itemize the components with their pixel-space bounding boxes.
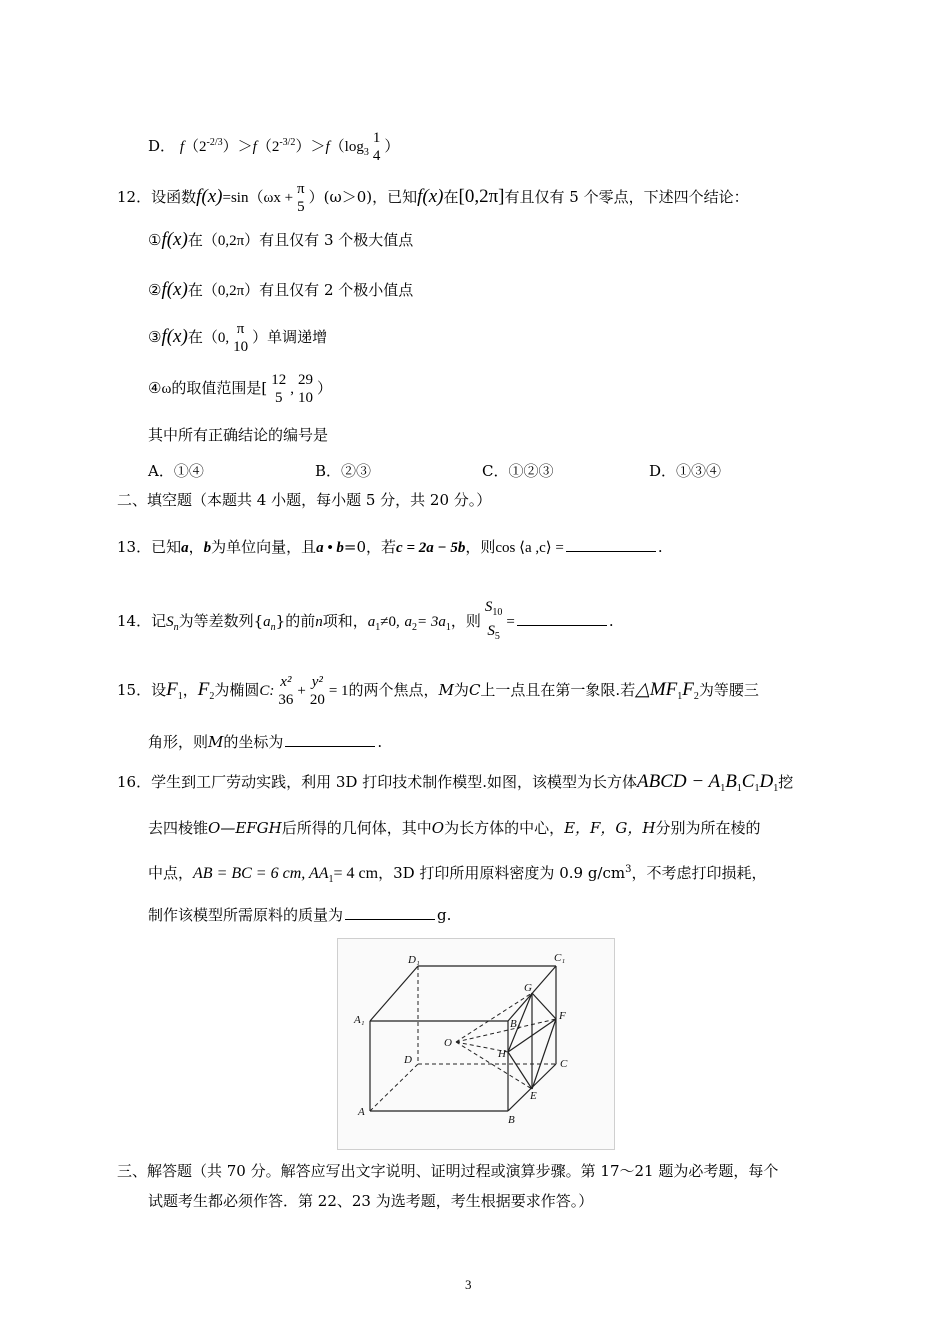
mark: ② bbox=[148, 281, 162, 299]
expr: =sin（ωx + bbox=[222, 190, 294, 206]
c: C: bbox=[259, 683, 275, 699]
q15-line-2 bbox=[148, 732, 382, 752]
subscript: 1 bbox=[773, 783, 779, 794]
text: 为椭圆 bbox=[214, 681, 260, 699]
q12-stem bbox=[117, 180, 749, 216]
numerator: 1 bbox=[372, 130, 381, 146]
numerator: x² bbox=[280, 674, 292, 690]
s: S bbox=[166, 614, 174, 630]
q16-line-4 bbox=[148, 905, 451, 925]
m: M bbox=[438, 681, 454, 699]
subscript: 1 bbox=[177, 691, 183, 702]
subscript: 1 bbox=[720, 783, 726, 794]
answer-blank[interactable] bbox=[345, 905, 435, 920]
text: g. bbox=[437, 906, 452, 924]
subscript: 10 bbox=[492, 607, 503, 618]
numerator: 12 bbox=[271, 372, 287, 388]
numerator bbox=[483, 598, 505, 622]
text: }的前 bbox=[275, 612, 316, 630]
hidden-edge bbox=[456, 993, 532, 1042]
s: S bbox=[487, 623, 495, 639]
text: 已知 bbox=[151, 538, 182, 556]
expr: c = 2a − 5b bbox=[396, 540, 466, 556]
text: ）(ω＞0)，已知 bbox=[308, 188, 418, 206]
subscript: 1 bbox=[677, 691, 683, 702]
q12-option-a: A．①④ bbox=[148, 462, 204, 480]
a2: a bbox=[404, 614, 412, 630]
interval: 0,2π bbox=[217, 233, 245, 249]
text: = 3a bbox=[416, 614, 446, 630]
func: f(x) bbox=[161, 279, 188, 300]
text: ，则 bbox=[465, 538, 496, 556]
text: =0，若 bbox=[343, 538, 397, 556]
text: 在（ bbox=[187, 231, 218, 249]
text: 上一点且在第一象限.若 bbox=[480, 681, 636, 699]
q16-line-3 bbox=[148, 860, 767, 890]
text: . bbox=[608, 612, 614, 630]
q12-option-d: D．①③④ bbox=[649, 462, 722, 480]
question-number: 16． bbox=[117, 773, 152, 791]
cuboid-figure bbox=[337, 938, 615, 1150]
subscript: 1 bbox=[445, 622, 451, 633]
dims: AB = BC = 6 cm, AA bbox=[193, 865, 329, 882]
text: ，3D 打印所用原料密度为 0.9 g/cm bbox=[378, 864, 626, 882]
label-h: H bbox=[498, 1048, 506, 1060]
text: 为等差数列{ bbox=[178, 612, 264, 630]
text: 有且仅有 5 个零点，下述四个结论： bbox=[504, 188, 749, 206]
func: f(x) bbox=[417, 186, 444, 207]
q16-line-2 bbox=[148, 818, 761, 838]
text: 在（ bbox=[187, 281, 218, 299]
text: ）有且仅有 2 个极小值点 bbox=[244, 281, 414, 299]
pyramid-edge bbox=[508, 1052, 532, 1089]
denominator: 10 bbox=[297, 390, 313, 406]
denominator: 5 bbox=[297, 199, 305, 215]
comma: , bbox=[290, 381, 294, 397]
func: f(x) bbox=[196, 186, 223, 207]
mark: ③ bbox=[148, 328, 162, 346]
text: 挖 bbox=[778, 773, 794, 791]
label-c1: C₁ bbox=[554, 952, 566, 964]
paren: ） bbox=[222, 137, 238, 155]
f: F bbox=[197, 679, 210, 700]
hidden-edge bbox=[370, 1064, 418, 1111]
efgh: E，F，G，H bbox=[564, 819, 656, 837]
question-number: 15． bbox=[117, 681, 152, 699]
text: ，则 bbox=[450, 612, 481, 630]
pyramid-edge bbox=[532, 1019, 556, 1089]
q16-line-1 bbox=[117, 772, 793, 799]
q12-conclusion-2 bbox=[148, 280, 413, 301]
label-o: O bbox=[444, 1037, 452, 1049]
answer-blank[interactable] bbox=[517, 611, 607, 626]
text: ） bbox=[316, 379, 332, 397]
eq: = bbox=[506, 614, 515, 630]
text: ）单调递增 bbox=[252, 328, 328, 346]
f: F bbox=[166, 679, 178, 700]
subscript: 1 bbox=[736, 783, 742, 794]
interval: 0,2π bbox=[217, 283, 245, 299]
question-number: 12． bbox=[117, 188, 152, 206]
text: 角形，则 bbox=[148, 733, 209, 751]
c: C bbox=[741, 771, 755, 792]
log: log bbox=[344, 139, 364, 155]
cos-expr: cos ⟨a ,c⟩ = bbox=[495, 540, 564, 556]
fraction bbox=[269, 371, 288, 407]
pyramid: O—EFGH bbox=[208, 819, 282, 837]
q12-ask: 其中所有正确结论的编号是 bbox=[148, 426, 329, 444]
d: D bbox=[759, 771, 774, 792]
q12-option-b: B．②③ bbox=[315, 462, 372, 480]
label-d1: D₁ bbox=[408, 954, 420, 966]
log-base: 3 bbox=[363, 147, 369, 158]
subscript: 2 bbox=[411, 622, 417, 633]
eq: = 1 bbox=[328, 683, 349, 699]
label-b: B bbox=[508, 1114, 515, 1126]
func: f(x) bbox=[161, 229, 188, 250]
triangle: △MF bbox=[635, 679, 678, 700]
text: 为 bbox=[453, 681, 469, 699]
b: B bbox=[725, 771, 737, 792]
subscript: 2 bbox=[693, 691, 699, 702]
numerator: π bbox=[297, 181, 305, 197]
text: 在（ bbox=[187, 328, 218, 346]
fraction bbox=[295, 180, 307, 216]
base: 2 bbox=[271, 139, 280, 155]
func-symbol: f bbox=[179, 139, 184, 155]
mark: ① bbox=[148, 231, 162, 249]
denominator: 10 bbox=[233, 339, 249, 355]
a1: a bbox=[367, 614, 376, 630]
text: 的取值范围是[ bbox=[171, 379, 268, 397]
denominator: 20 bbox=[309, 692, 325, 708]
subscript: 2 bbox=[209, 691, 215, 702]
superscript: 3 bbox=[625, 864, 632, 875]
text: 的两个焦点， bbox=[348, 681, 439, 699]
func-symbol: f bbox=[325, 139, 330, 155]
text: ，不考虑打印损耗， bbox=[631, 864, 767, 882]
text: 为长方体的中心， bbox=[444, 819, 565, 837]
box-expr: ABCD − A bbox=[636, 771, 721, 792]
omega: ω bbox=[161, 381, 172, 397]
text: 的坐标为 bbox=[223, 733, 284, 751]
q11-option-d bbox=[148, 129, 399, 165]
section-3-line-1: 三、解答题（共 70 分。解答应写出文字说明、证明过程或演算步骤。第 17～21 题为必考题，每个 bbox=[117, 1162, 779, 1180]
text: 在 bbox=[443, 188, 459, 206]
numerator: π bbox=[236, 321, 245, 337]
answer-blank[interactable] bbox=[566, 537, 656, 552]
numerator: y² bbox=[311, 674, 323, 690]
vector-b: b bbox=[203, 540, 212, 556]
m: M bbox=[208, 733, 224, 751]
paren: ） bbox=[295, 137, 311, 155]
numerator: 29 bbox=[297, 372, 313, 388]
func: f(x) bbox=[161, 326, 188, 347]
denominator: 5 bbox=[274, 390, 283, 406]
label-a: A bbox=[358, 1106, 365, 1118]
text: 去四棱锥 bbox=[148, 819, 209, 837]
subscript: n bbox=[173, 622, 179, 633]
paren: （ bbox=[183, 137, 199, 155]
subscript: n bbox=[270, 622, 276, 633]
text: ， bbox=[188, 538, 204, 556]
text: ， bbox=[182, 681, 198, 699]
label-e: E bbox=[530, 1090, 537, 1102]
text: 设 bbox=[151, 681, 167, 699]
text: 学生到工厂劳动实践，利用 3D 打印技术制作模型.如图，该模型为长方体 bbox=[151, 773, 637, 791]
paren: ） bbox=[384, 137, 400, 155]
denominator bbox=[485, 622, 502, 646]
label-f: F bbox=[559, 1010, 566, 1022]
label-b1: B₁ bbox=[510, 1018, 521, 1030]
denominator: 36 bbox=[278, 692, 294, 708]
hidden-edge bbox=[456, 1019, 556, 1042]
q12-option-c: C．①②③ bbox=[482, 462, 554, 480]
pyramid-edge bbox=[532, 993, 556, 1019]
paren: （ bbox=[329, 137, 345, 155]
exponent: -3/2 bbox=[279, 137, 296, 148]
subscript: 5 bbox=[494, 631, 500, 642]
paren: （ bbox=[256, 137, 272, 155]
cuboid-diagram bbox=[338, 939, 614, 1149]
page-number: 3 bbox=[465, 1277, 472, 1292]
question-number: 13． bbox=[117, 538, 152, 556]
mark: ④ bbox=[148, 379, 162, 397]
text: 分别为所在棱的 bbox=[655, 819, 761, 837]
fraction bbox=[231, 320, 250, 356]
dims: = 4 cm bbox=[333, 865, 379, 882]
q13 bbox=[117, 537, 663, 558]
gt-sign: ＞ bbox=[237, 137, 253, 155]
text: ）有且仅有 3 个极大值点 bbox=[244, 231, 414, 249]
text: 制作该模型所需原料的质量为 bbox=[148, 906, 344, 924]
fraction bbox=[371, 129, 383, 165]
q12-conclusion-1 bbox=[148, 230, 413, 251]
subscript: 1 bbox=[328, 874, 334, 885]
subscript: 1 bbox=[375, 622, 381, 633]
plus: + bbox=[297, 683, 306, 699]
text: . bbox=[657, 538, 663, 556]
answer-blank[interactable] bbox=[285, 732, 375, 747]
text: 为等腰三 bbox=[698, 681, 759, 699]
q14 bbox=[117, 598, 614, 646]
f: F bbox=[682, 679, 694, 700]
section-2-heading: 二、填空题（本题共 4 小题，每小题 5 分，共 20 分。） bbox=[117, 491, 492, 509]
text: 记 bbox=[151, 612, 167, 630]
fraction bbox=[276, 673, 295, 709]
text: 为单位向量，且 bbox=[211, 538, 317, 556]
text: 项和， bbox=[322, 612, 368, 630]
q12-conclusion-3 bbox=[148, 320, 327, 356]
label-c: C bbox=[560, 1058, 568, 1070]
fraction bbox=[308, 673, 327, 709]
dot-product: a • b bbox=[316, 540, 344, 556]
label-a1: A₁ bbox=[354, 1014, 365, 1026]
text: 中点， bbox=[148, 864, 194, 882]
text: 后所得的几何体，其中 bbox=[281, 819, 432, 837]
o: O bbox=[431, 819, 445, 837]
q15-line-1 bbox=[117, 673, 759, 709]
fraction bbox=[483, 598, 505, 646]
option-label: D． bbox=[148, 137, 176, 155]
text: . bbox=[377, 733, 383, 751]
interval: [0,2π] bbox=[458, 186, 505, 207]
q12-conclusion-4 bbox=[148, 371, 332, 407]
base: 2 bbox=[199, 139, 207, 155]
s: S bbox=[484, 599, 493, 615]
label-d: D bbox=[404, 1054, 412, 1066]
n: n bbox=[315, 614, 323, 630]
fraction bbox=[296, 371, 315, 407]
func-symbol: f bbox=[252, 139, 257, 155]
text: 0, bbox=[217, 330, 230, 346]
exponent: -2/3 bbox=[206, 137, 223, 148]
vector-a: a bbox=[181, 540, 189, 556]
gt-sign: ＞ bbox=[310, 137, 326, 155]
question-number: 14． bbox=[117, 612, 152, 630]
a: a bbox=[263, 614, 271, 630]
denominator: 4 bbox=[372, 148, 381, 164]
text: 设函数 bbox=[151, 188, 197, 206]
label-g: G bbox=[524, 982, 532, 994]
edge bbox=[370, 966, 418, 1021]
subscript: 1 bbox=[754, 783, 760, 794]
c: C bbox=[468, 681, 481, 699]
section-3-line-2: 试题考生都必须作答．第 22、23 为选考题，考生根据要求作答。） bbox=[148, 1192, 594, 1210]
text: ≠0, bbox=[380, 614, 400, 630]
